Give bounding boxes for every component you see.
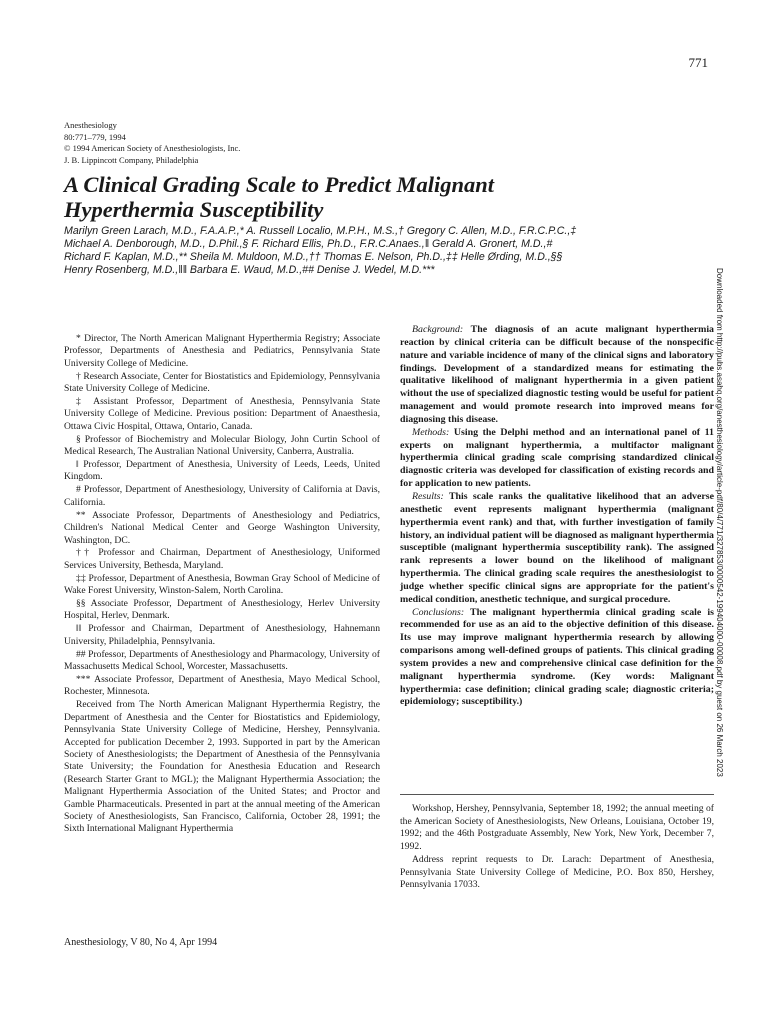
footnote: ‖‖ Professor and Chairman, Department of Anesthesiology, Hahnemann University, Philadelphia, Pennsylvania. [64, 623, 380, 647]
footnote: §§ Associate Professor, Department of Anesthesiology, Herlev University Hospital, Herlev, Denmark. [64, 598, 380, 622]
abstract-methods [400, 427, 714, 491]
footnote: § Professor of Biochemistry and Molecular Biology, John Curtin School of Medical Research, The Australian National University, Canberra, Australia. [64, 433, 380, 458]
footnote: ‡ Assistant Professor, Department of Anesthesia, Pennsylvania State University College of Medicine. Previous position: Department of Anaesthesia, Ottawa Civic Hospital, Ottawa, Ontario, Canada. [64, 396, 380, 432]
notes-column [400, 803, 714, 893]
author-line: Richard F. Kaplan, M.D.,** Sheila M. Muldoon, M.D.,†† Thomas E. Nelson, Ph.D.,‡‡ Helle Ørding, M.D.,§§ [64, 251, 563, 263]
copyright-line: © 1994 American Society of Anesthesiologists, Inc. [64, 143, 241, 153]
author-line: Henry Rosenberg, M.D.,‖‖ Barbara E. Waud, M.D.,## Denise J. Wedel, M.D.*** [64, 264, 435, 276]
abstract-background [400, 324, 714, 427]
conclusions-text: The malignant hyperthermia clinical grading scale is recommended for use as an aid to the objective definition of this disease. Its use may improve malignant hyperthermia research by allowing comparisons among well-defined groups of patients. This clinical grading system provides a new and comprehensive clinical case definition for the malignant hyperthermia syndrome. (Key words: Malignant hyperthermia: case definition; clinical grading scale; diagnostic criteria; epidemiology; susceptibility.) [400, 606, 714, 708]
footnotes-column [64, 333, 380, 836]
footnote: †† Professor and Chairman, Department of Anesthesiology, Uniformed Services University, Bethesda, Maryland. [64, 547, 380, 571]
footnote: # Professor, Department of Anesthesiology, University of California at Davis, California. [64, 484, 380, 508]
background-text: The diagnosis of an acute malignant hyperthermia reaction by clinical criteria can be difficult because of the nonspecific nature and variable incidence of many of the clinical signs and laboratory findings. Development of a standardized means for estimating the qualitative likelihood of malignant hyperthermia in a given patient without the use of specialized diagnostic testing would be useful for patient management and would promote research into improved means for diagnosing this disease. [400, 324, 714, 425]
publisher-line: J. B. Lippincott Company, Philadelphia [64, 154, 199, 165]
footnote: *** Associate Professor, Department of Anesthesia, Mayo Medical School, Rochester, Minnesota. [64, 673, 380, 698]
footnote: * Director, The North American Malignant Hyperthermia Registry; Associate Professor, Departments of Anesthesia and Pediatrics, Pennsylvania State University College of Medicine. [64, 333, 380, 369]
page-footer: Anesthesiology, V 80, No 4, Apr 1994 [64, 937, 218, 948]
results-heading: Results: [412, 490, 444, 502]
abstract [400, 324, 714, 709]
workshop-note: Workshop, Hershey, Pennsylvania, September 18, 1992; the annual meeting of the American Society of Anesthesiologists, New Orleans, Louisiana, October 19, 1992; and the 46th Postgraduate Assembly, New York, New York, December 7, 1992. [400, 803, 714, 852]
article-title [64, 172, 644, 222]
journal-info [64, 120, 240, 166]
reprint-note: Address reprint requests to Dr. Larach: Department of Anesthesia, Pennsylvania State University College of Medicine, P.O. Box 850, Hershey, Pennsylvania 17033. [400, 854, 714, 890]
author-line: Michael A. Denborough, M.D., D.Phil.,§ F. Richard Ellis, Ph.D., F.R.C.Anaes.,‖ Gerald A. Gronert, M.D.,# [64, 238, 553, 250]
page-number: 771 [688, 55, 708, 70]
title-line-2: Hyperthermia Susceptibility [64, 197, 324, 222]
results-text: This scale ranks the qualitative likelihood that an adverse anesthetic event represents malignant hyperthermia (malignant hyperthermia event rank) and that, with further investigation of family history, an individual patient will be diagnosed as malignant hyperthermia susceptible (malignant hyperthermia susceptibility rank). The assigned rank represents a lower bound on the likelihood of malignant hyperthermia. The clinical grading scale requires the anesthesiologist to judge whether specific clinical signs are appropriate for the patient's medical condition, anesthetic technique, and surgical procedure. [400, 490, 714, 605]
journal-name: Anesthesiology [64, 120, 117, 130]
author-list [64, 225, 724, 277]
conclusions-heading: Conclusions: [412, 606, 465, 618]
title-line-1: A Clinical Grading Scale to Predict Malignant [64, 172, 495, 197]
abstract-conclusions [400, 607, 714, 710]
methods-heading: Methods: [412, 426, 450, 438]
footnote: ## Professor, Departments of Anesthesiology and Pharmacology, University of Massachusetts Medical School, Worcester, Massachusetts. [64, 648, 380, 673]
footnote: ** Associate Professor, Departments of Anesthesiology and Pediatrics, Children's National Medical Center and George Washington University, Washington, DC. [64, 509, 380, 546]
footnote: ‖ Professor, Department of Anesthesia, University of Leeds, Leeds, United Kingdom. [64, 459, 380, 483]
download-watermark: Downloaded from http://pubs.asahq.org/anesthesiology/article-pdf/80/4/771/327853/0000542-199404000-00008.pdf by guest on 26 March 2023 [715, 268, 724, 777]
journal-citation: 80:771–779, 1994 [64, 131, 126, 142]
methods-text: Using the Delphi method and an international panel of 11 experts on malignant hyperthermia, a multifactor malignant hyperthermia clinical grading scale comprising standardized clinical diagnostic criteria was developed for classification of existing records and for application to new patients. [400, 426, 714, 490]
author-line: Marilyn Green Larach, M.D., F.A.A.P.,* A. Russell Localio, M.P.H., M.S.,† Gregory C. Allen, M.D., F.R.C.P.C.,‡ [64, 225, 577, 237]
column-divider [400, 794, 714, 795]
footnote: † Research Associate, Center for Biostatistics and Epidemiology, Pennsylvania State University College of Medicine. [64, 370, 380, 395]
footnote: ‡‡ Professor, Department of Anesthesia, Bowman Gray School of Medicine of Wake Forest University, Winston-Salem, North Carolina. [64, 572, 380, 597]
received-note: Received from The North American Malignant Hyperthermia Registry, the Department of Anesthesia and the Center for Biostatistics and Epidemiology, Pennsylvania State University College of Medicine, Hershey, Pennsylvania. Accepted for publication December 2, 1993. Supported in part by the American Society of Anesthesiologists; the Department of Anesthesia of the Pennsylvania State University; the Foundation for Anesthesia Education and Research (Research Starter Grant to MGL); the Malignant Hyperthermia Association; the Malignant Hyperthermia Association of the United States; and Proctor and Gamble Pharmaceuticals. Presented in part at the annual meeting of the American Society of Anesthesiologists, San Francisco, California, October 28, 1991; the Sixth International Malignant Hyperthermia [64, 699, 380, 835]
background-heading: Background: [412, 324, 464, 335]
abstract-results [400, 491, 714, 607]
